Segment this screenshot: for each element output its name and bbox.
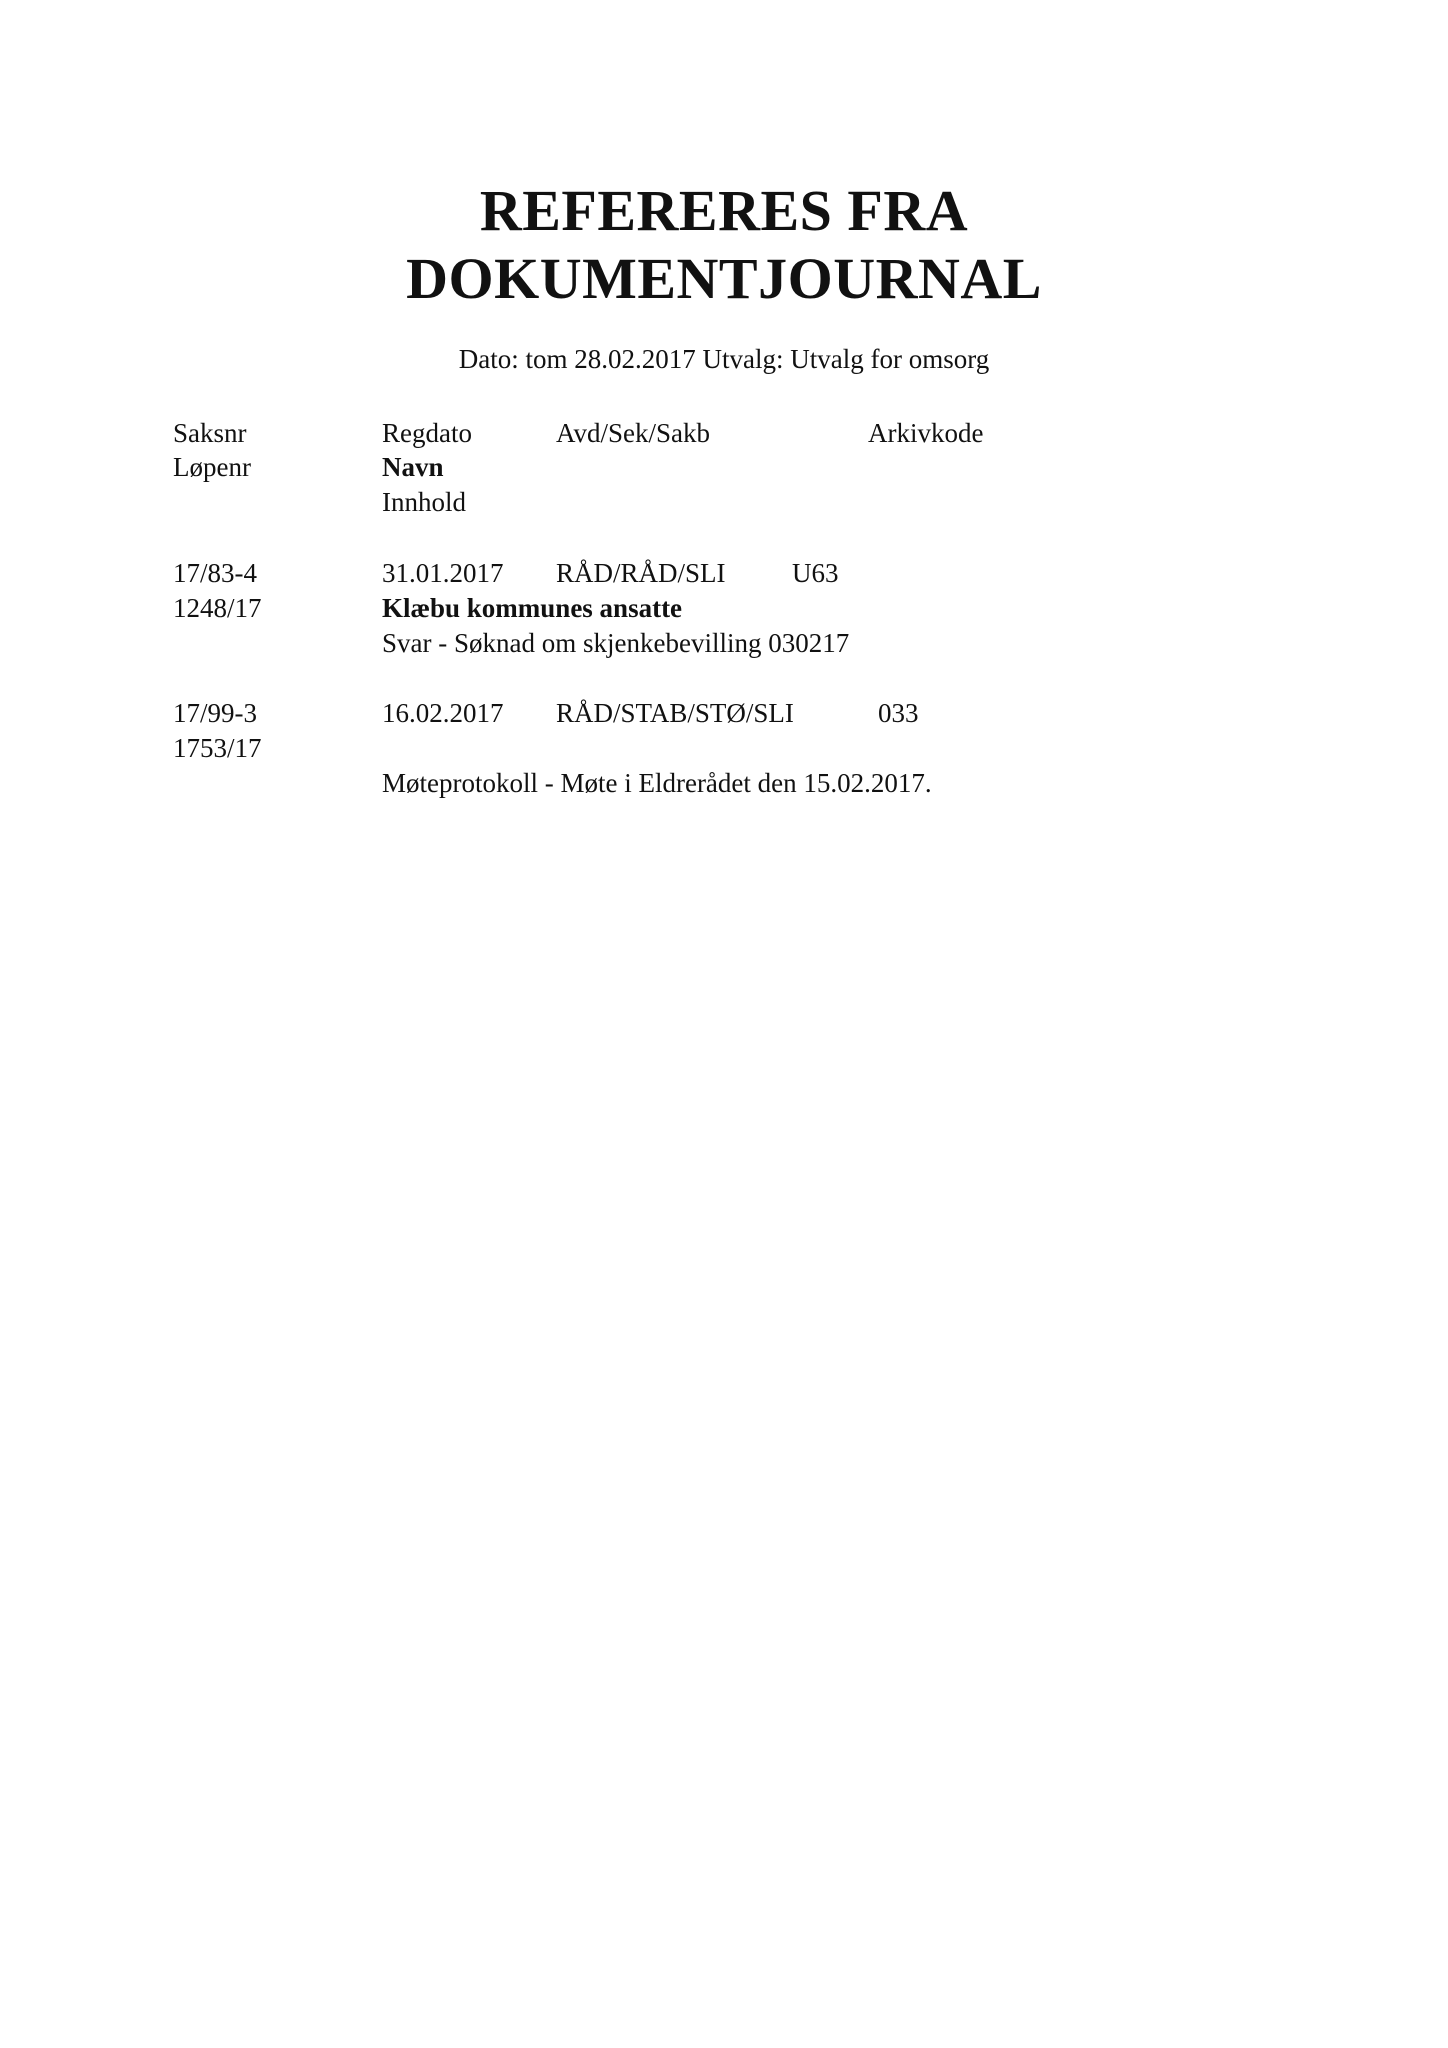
entry-regdato: 31.01.2017 [382,558,504,588]
entry-lopenr: 1248/17 [173,593,262,623]
header-lopenr: Løpenr [173,452,251,482]
header-saksnr: Saksnr [173,418,247,448]
header-avd-sek-sakb: Avd/Sek/Sakb [556,418,710,448]
header-navn: Navn [382,452,444,482]
document-title-line1: REFERERES FRA [479,178,969,243]
entry-regdato: 16.02.2017 [382,698,504,728]
document-title-line2: DOKUMENTJOURNAL [406,246,1042,311]
entry-innhold: Møteprotokoll - Møte i Eldrerådet den 15.02.2017. [382,768,932,798]
entry-saksnr: 17/83-4 [173,558,257,588]
entry-lopenr: 1753/17 [173,733,262,763]
entry-avd-sek-sakb: RÅD/RÅD/SLI [556,558,726,588]
entry-innhold: Svar - Søknad om skjenkebevilling 030217 [382,628,850,658]
entry-arkivkode: 033 [878,698,919,728]
entry-arkivkode: U63 [792,558,839,588]
header-arkivkode: Arkivkode [868,418,984,448]
entry-saksnr: 17/99-3 [173,698,257,728]
entry-navn: Klæbu kommunes ansatte [382,593,683,623]
document-subtitle: Dato: tom 28.02.2017 Utvalg: Utvalg for omsorg [458,344,990,374]
header-innhold: Innhold [382,487,466,517]
header-regdato: Regdato [382,418,472,448]
entry-avd-sek-sakb: RÅD/STAB/STØ/SLI [556,698,794,728]
